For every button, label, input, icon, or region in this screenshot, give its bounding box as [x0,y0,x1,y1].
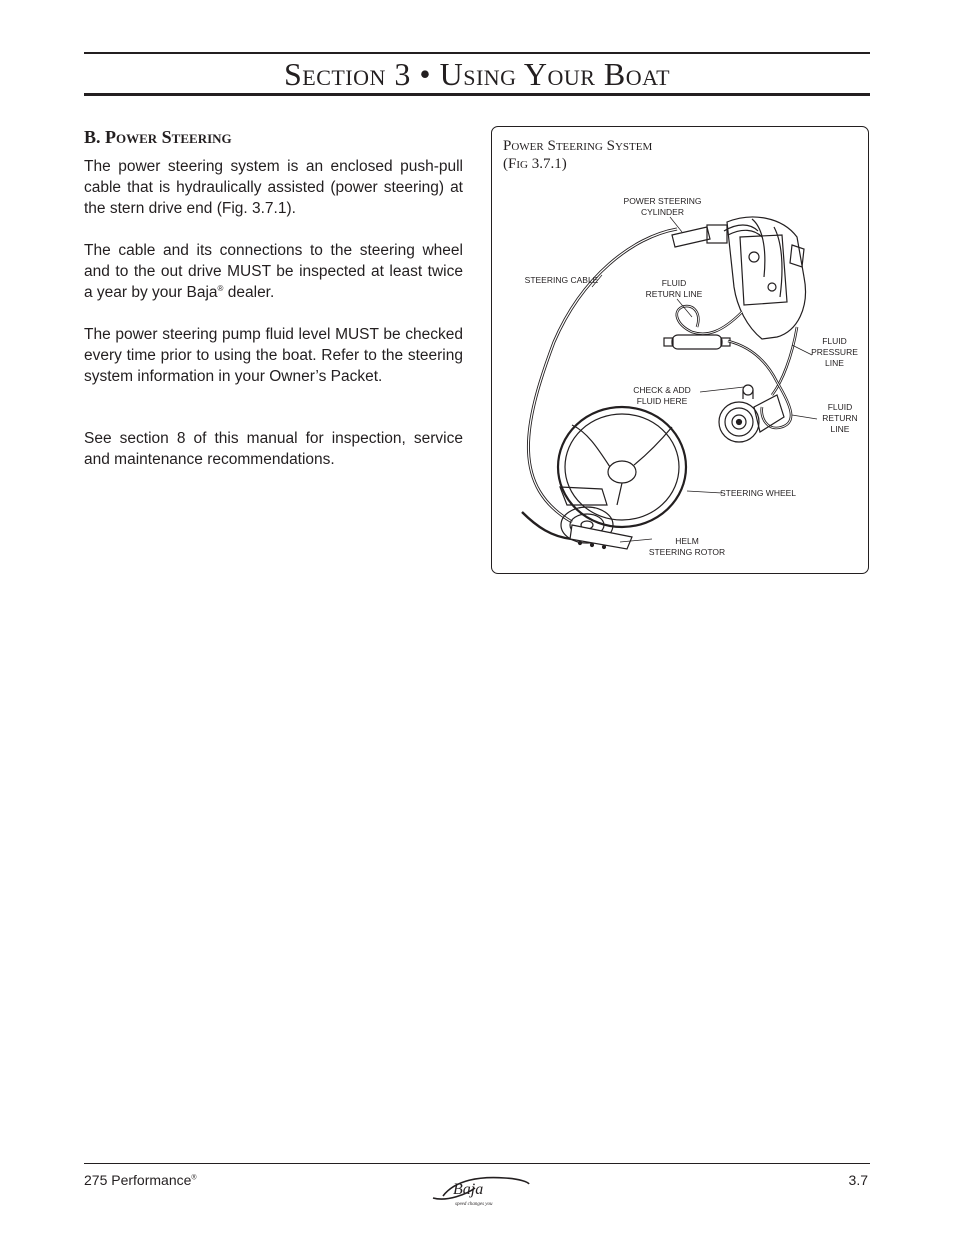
baja-logo [425,1172,535,1208]
paragraph-1: The power steering system is an enclosed push-pull cable that is hydraulically assisted (power steering) at the stern drive end (Fig. 3.7.1). [84,158,463,217]
steering-wheel-drawing [558,407,686,527]
paragraph-2-tail: dealer. [223,283,275,301]
label-fluid-pressure-line: FLUID PRESSURE LINE [811,336,858,368]
figure-title-line2: (Fig 3.7.1) [503,156,567,172]
figure-title-line1: Power Steering System [503,138,653,154]
label-power-steering-cylinder: POWER STEERING CYLINDER [623,196,702,217]
label-steering-cable: STEERING CABLE [524,275,599,285]
footer-model [84,1172,197,1188]
footer-registered-mark: ® [191,1174,197,1182]
figure-power-steering-system [491,126,869,574]
label-fluid-return-line-top: FLUID RETURN LINE [645,278,703,299]
label-helm-steering-rotor: HELM STEERING ROTOR [648,536,726,557]
paragraph-2-text: The cable and its connections to the steering wheel and to the out drive MUST be inspected at least twice a year by your Baja [84,242,463,301]
fluid-reservoir [664,335,730,349]
header-bottom-rule [84,93,870,96]
paragraph-4: See section 8 of this manual for inspection, service and maintenance recommendations. [84,430,463,468]
page-number: 3.7 [848,1172,868,1188]
page-title: Section 3 • Using Your Boat [283,56,671,92]
label-check-add-fluid: CHECK & ADD FLUID HERE [633,385,691,406]
logo-wordmark: Baja [453,1181,484,1198]
label-fluid-return-line-right: FLUID RETURN LINE [822,402,858,434]
footer-model-name: 275 Performance [84,1172,192,1188]
footer-rule [84,1163,870,1164]
logo-tagline: speed changes you [455,1202,493,1207]
label-steering-wheel: STEERING WHEEL [720,488,797,498]
paragraph-2 [84,241,463,303]
registered-mark: ® [217,283,224,293]
section-heading: B. Power Steering [84,127,232,147]
paragraph-3: The power steering pump fluid level MUST be checked every time prior to using the boat. Refer to the steering system information in your Owner’s Packet. [84,326,463,385]
